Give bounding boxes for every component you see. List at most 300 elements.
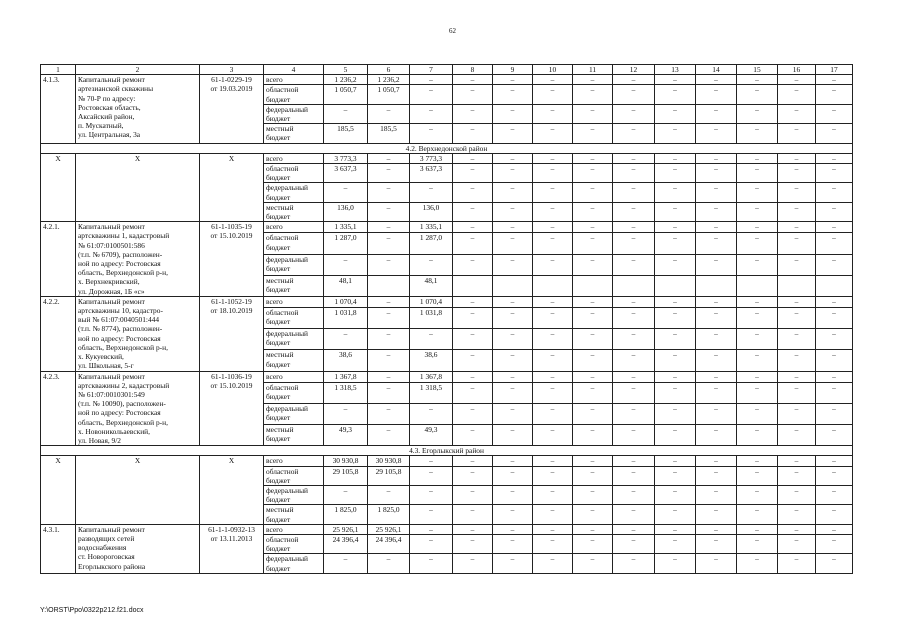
value-col-17: – [816,554,853,573]
value-col-5: – [324,554,368,573]
footer-path: Y:\ORST\Ppo\0322p212.f21.docx [40,607,144,614]
item-code: 61-1-1-0932-13 от 13.11.2013 [200,524,264,573]
value-col-15: – [737,456,778,466]
section-title: 4.3. Егорлыкский район [41,446,853,456]
funding-source: федеральный бюджет [264,183,324,202]
value-col-7: – [410,534,453,553]
value-col-14: – [696,254,737,275]
value-col-16: – [778,350,816,371]
table-row [41,371,853,382]
value-col-14: – [696,124,737,143]
value-col-10: – [533,296,573,307]
value-col-6: 29 105,8 [368,466,410,485]
value-col-7: – [410,329,453,350]
value-col-16: – [778,296,816,307]
funding-source: федеральный бюджет [264,485,324,504]
value-col-5: 1 335,1 [324,222,368,233]
value-col-10: – [533,554,573,573]
value-col-17: – [816,233,853,254]
value-col-8: – [453,222,493,233]
value-col-10: – [533,75,573,85]
column-header: 16 [778,65,816,75]
value-col-5: 1 367,8 [324,371,368,382]
value-col-9: – [493,505,533,524]
value-col-17: – [816,466,853,485]
value-col-9 [493,275,533,296]
value-col-14: – [696,296,737,307]
value-col-15: – [737,296,778,307]
value-col-14: – [696,350,737,371]
item-number: 4.2.3. [41,371,76,446]
value-col-6: 1 236,2 [368,75,410,85]
value-col-16: – [778,329,816,350]
value-col-8: – [453,371,493,382]
value-col-11: – [573,164,613,183]
value-col-17: – [816,329,853,350]
value-col-15: – [737,254,778,275]
value-col-16: – [778,403,816,424]
item-code: Х [200,456,264,524]
value-col-13: – [655,254,696,275]
funding-source: областной бюджет [264,382,324,403]
value-col-6: – [368,382,410,403]
value-col-7: 49,3 [410,424,453,445]
value-col-8: – [453,85,493,104]
value-col-17: – [816,485,853,504]
value-col-11: – [573,183,613,202]
item-code: 61-1-1052-19 от 18.10.2019 [200,296,264,371]
section-title-row [41,446,853,456]
value-col-10: – [533,308,573,329]
value-col-9: – [493,85,533,104]
item-description: Капитальный ремонт артскважины 10, кадастро- вый № 61:07:0040501:444 (т.п. № 8774), расположен- ной по адресу: Ростовская область, Верхнедонской р-н, х. Кукуевский, ул. Школьная, 5-г [76,296,200,371]
value-col-7: 48,1 [410,275,453,296]
value-col-13: – [655,371,696,382]
column-header: 4 [264,65,324,75]
value-col-8: – [453,534,493,553]
value-col-6: – [368,424,410,445]
value-col-16: – [778,254,816,275]
value-col-16: – [778,222,816,233]
column-header: 17 [816,65,853,75]
value-col-12: – [613,202,655,221]
table-row [41,296,853,307]
value-col-15: – [737,153,778,163]
value-col-12: – [613,183,655,202]
value-col-14: – [696,75,737,85]
column-header: 11 [573,65,613,75]
value-col-10: – [533,485,573,504]
section-title: 4.2. Верхнедонской район [41,143,853,153]
value-col-16: – [778,124,816,143]
value-col-10: – [533,371,573,382]
value-col-15: – [737,505,778,524]
funding-source: всего [264,371,324,382]
value-col-16: – [778,371,816,382]
value-col-11: – [573,296,613,307]
value-col-17: – [816,371,853,382]
value-col-13: – [655,85,696,104]
value-col-6: – [368,104,410,123]
value-col-11: – [573,424,613,445]
table-body [41,65,853,574]
value-col-10: – [533,403,573,424]
value-col-5: 136,0 [324,202,368,221]
value-col-8: – [453,296,493,307]
value-col-12: – [613,466,655,485]
value-col-11: – [573,222,613,233]
value-col-14: – [696,85,737,104]
value-col-9: – [493,403,533,424]
item-description: Капитальный ремонт артскважины 2, кадастровый № 61:07:0010301:549 (т.п. № 10090), расположен- ной по адресу: Ростовская область, Верхнедонской р-н, х. Новоникольаевский, ул. Новая, 9/2 [76,371,200,446]
value-col-14: – [696,153,737,163]
value-col-12: – [613,350,655,371]
funding-source: областной бюджет [264,233,324,254]
value-col-12: – [613,456,655,466]
value-col-15: – [737,350,778,371]
value-col-10: – [533,222,573,233]
value-col-9: – [493,183,533,202]
table-row [41,153,853,163]
value-col-8: – [453,466,493,485]
column-header: 8 [453,65,493,75]
budget-table [40,64,853,574]
value-col-17: – [816,350,853,371]
value-col-15: – [737,382,778,403]
value-col-6: – [368,222,410,233]
value-col-16: – [778,505,816,524]
value-col-15: – [737,183,778,202]
value-col-7: – [410,505,453,524]
value-col-13 [655,275,696,296]
value-col-12: – [613,296,655,307]
value-col-5: 24 396,4 [324,534,368,553]
value-col-11: – [573,382,613,403]
value-col-5: 1 318,5 [324,382,368,403]
value-col-5: 1 287,0 [324,233,368,254]
column-header: 6 [368,65,410,75]
column-header: 1 [41,65,76,75]
value-col-8: – [453,75,493,85]
column-header: 3 [200,65,264,75]
value-col-14: – [696,329,737,350]
value-col-10: – [533,456,573,466]
funding-source: всего [264,456,324,466]
value-col-9: – [493,75,533,85]
funding-source: местный бюджет [264,202,324,221]
value-col-13: – [655,382,696,403]
value-col-8: – [453,202,493,221]
value-col-13: – [655,466,696,485]
table-row [41,222,853,233]
value-col-8: – [453,505,493,524]
value-col-14: – [696,183,737,202]
value-col-7: 136,0 [410,202,453,221]
value-col-7: – [410,456,453,466]
value-col-15: – [737,371,778,382]
funding-source: местный бюджет [264,424,324,445]
value-col-8: – [453,350,493,371]
value-col-14: – [696,202,737,221]
value-col-5: – [324,104,368,123]
value-col-14: – [696,164,737,183]
value-col-17: – [816,222,853,233]
value-col-7: 1 367,8 [410,371,453,382]
value-col-6: – [368,153,410,163]
item-code: 61-1-0229-19 от 19.03.2019 [200,75,264,143]
value-col-16: – [778,183,816,202]
value-col-8: – [453,524,493,534]
value-col-11: – [573,202,613,221]
value-col-17: – [816,164,853,183]
value-col-7: – [410,524,453,534]
value-col-14: – [696,424,737,445]
value-col-10: – [533,524,573,534]
value-col-10: – [533,233,573,254]
value-col-15: – [737,124,778,143]
value-col-16: – [778,554,816,573]
value-col-5: 1 050,7 [324,85,368,104]
value-col-10: – [533,85,573,104]
value-col-13: – [655,124,696,143]
value-col-7: – [410,254,453,275]
value-col-6: 1 050,7 [368,85,410,104]
value-col-11: – [573,403,613,424]
value-col-16: – [778,485,816,504]
value-col-7: 3 637,3 [410,164,453,183]
value-col-13: – [655,329,696,350]
value-col-15: – [737,233,778,254]
item-code: 61-1-1035-19 от 15.10.2019 [200,222,264,297]
value-col-15: – [737,104,778,123]
funding-source: областной бюджет [264,85,324,104]
funding-source: всего [264,222,324,233]
value-col-10: – [533,350,573,371]
value-col-15: – [737,534,778,553]
value-col-12: – [613,371,655,382]
value-col-8: – [453,329,493,350]
value-col-13: – [655,75,696,85]
value-col-5: – [324,485,368,504]
value-col-11: – [573,308,613,329]
value-col-7: – [410,466,453,485]
value-col-6: – [368,350,410,371]
value-col-8: – [453,382,493,403]
column-header: 9 [493,65,533,75]
value-col-16 [778,275,816,296]
value-col-16: – [778,424,816,445]
value-col-5: 49,3 [324,424,368,445]
value-col-11: – [573,485,613,504]
value-col-7: – [410,75,453,85]
value-col-15: – [737,75,778,85]
value-col-9: – [493,424,533,445]
value-col-14: – [696,104,737,123]
value-col-9: – [493,222,533,233]
value-col-17: – [816,183,853,202]
value-col-15: – [737,403,778,424]
value-col-12 [613,275,655,296]
value-col-8: – [453,164,493,183]
column-header: 15 [737,65,778,75]
value-col-9: – [493,350,533,371]
column-header: 7 [410,65,453,75]
value-col-6: – [368,202,410,221]
value-col-17: – [816,296,853,307]
value-col-15: – [737,85,778,104]
value-col-16: – [778,104,816,123]
value-col-6: 1 825,0 [368,505,410,524]
value-col-5: 29 105,8 [324,466,368,485]
value-col-15: – [737,202,778,221]
column-header: 14 [696,65,737,75]
item-description: Капитальный ремонт артскважины 1, кадастровый № 61:07:0100501:586 (т.п. № 6709), расположен- ной по адресу: Ростовская область, Верхнедонской р-н, х. Верхнекривский, ул. Дорожная, 1Б «с» [76,222,200,297]
item-number: 4.2.1. [41,222,76,297]
funding-source: местный бюджет [264,275,324,296]
value-col-8: – [453,153,493,163]
value-col-12: – [613,124,655,143]
value-col-7: – [410,183,453,202]
value-col-15 [737,275,778,296]
value-col-12: – [613,505,655,524]
value-col-15: – [737,424,778,445]
table-row [41,75,853,85]
value-col-17: – [816,202,853,221]
value-col-9: – [493,153,533,163]
value-col-11: – [573,534,613,553]
value-col-16: – [778,382,816,403]
value-col-6: 185,5 [368,124,410,143]
value-col-16: – [778,75,816,85]
item-description: Х [76,456,200,524]
funding-source: областной бюджет [264,534,324,553]
value-col-9: – [493,466,533,485]
value-col-12: – [613,382,655,403]
value-col-14: – [696,403,737,424]
value-col-7: – [410,403,453,424]
value-col-16: – [778,202,816,221]
value-col-12: – [613,233,655,254]
value-col-17: – [816,424,853,445]
value-col-15: – [737,222,778,233]
value-col-10: – [533,202,573,221]
value-col-14: – [696,505,737,524]
value-col-16: – [778,534,816,553]
value-col-12: – [613,424,655,445]
value-col-7: – [410,104,453,123]
value-col-9: – [493,202,533,221]
page-number: 62 [449,27,456,35]
item-code: 61-1-1036-19 от 15.10.2019 [200,371,264,446]
value-col-11: – [573,75,613,85]
value-col-5: 38,6 [324,350,368,371]
value-col-14: – [696,382,737,403]
funding-source: федеральный бюджет [264,254,324,275]
value-col-17: – [816,505,853,524]
funding-source: всего [264,153,324,163]
value-col-17: – [816,104,853,123]
value-col-14: – [696,308,737,329]
value-col-12: – [613,534,655,553]
value-col-16: – [778,456,816,466]
value-col-11 [573,275,613,296]
value-col-11: – [573,124,613,143]
value-col-10: – [533,164,573,183]
value-col-13: – [655,403,696,424]
value-col-16: – [778,164,816,183]
value-col-5: 30 930,8 [324,456,368,466]
value-col-8: – [453,554,493,573]
value-col-5: 1 031,8 [324,308,368,329]
value-col-13: – [655,222,696,233]
value-col-12: – [613,85,655,104]
value-col-13: – [655,505,696,524]
value-col-8: – [453,254,493,275]
value-col-15: – [737,329,778,350]
value-col-11: – [573,329,613,350]
funding-source: федеральный бюджет [264,104,324,123]
funding-source: областной бюджет [264,308,324,329]
funding-source: федеральный бюджет [264,554,324,573]
value-col-8: – [453,104,493,123]
value-col-12: – [613,308,655,329]
value-col-12: – [613,524,655,534]
value-col-9: – [493,329,533,350]
value-col-12: – [613,153,655,163]
value-col-16: – [778,85,816,104]
value-col-15: – [737,466,778,485]
value-col-9: – [493,308,533,329]
value-col-7: 3 773,3 [410,153,453,163]
item-number: Х [41,153,76,221]
value-col-6: – [368,485,410,504]
value-col-10: – [533,534,573,553]
value-col-8: – [453,485,493,504]
value-col-17: – [816,534,853,553]
value-col-12: – [613,164,655,183]
value-col-13: – [655,534,696,553]
value-col-5: 48,1 [324,275,368,296]
value-col-17 [816,275,853,296]
funding-source: всего [264,75,324,85]
funding-source: федеральный бюджет [264,403,324,424]
value-col-7: 1 070,4 [410,296,453,307]
value-col-8: – [453,124,493,143]
value-col-7: 1 318,5 [410,382,453,403]
value-col-6: – [368,329,410,350]
value-col-17: – [816,85,853,104]
value-col-10: – [533,254,573,275]
value-col-14: – [696,466,737,485]
value-col-17: – [816,75,853,85]
value-col-13: – [655,424,696,445]
value-col-6: – [368,233,410,254]
value-col-5: 1 070,4 [324,296,368,307]
value-col-10 [533,275,573,296]
value-col-6: – [368,308,410,329]
value-col-12: – [613,254,655,275]
item-description: Капитальный ремонт разводящих сетей водоснабжения ст. Новороговская Егорлыкского района [76,524,200,573]
value-col-6: 24 396,4 [368,534,410,553]
value-col-13: – [655,308,696,329]
value-col-7: 38,6 [410,350,453,371]
value-col-7: 1 335,1 [410,222,453,233]
item-description: Капитальный ремонт артезианской скважины № 70-Р по адресу: Ростовская область, Аксайский район, п. Мускатный, ул. Центральная, 3а [76,75,200,143]
value-col-11: – [573,371,613,382]
value-col-17: – [816,124,853,143]
value-col-12: – [613,403,655,424]
value-col-5: – [324,183,368,202]
